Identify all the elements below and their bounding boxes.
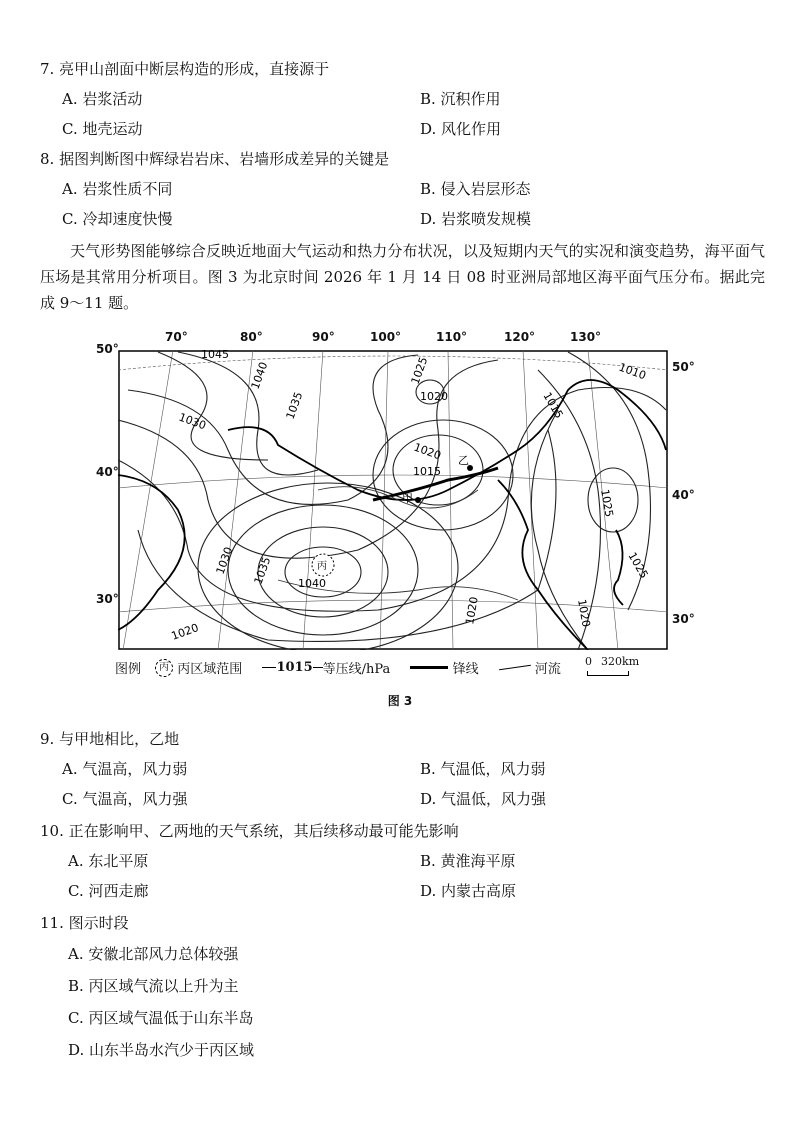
question-9-option-c[interactable]: C. 气温高，风力强 bbox=[62, 790, 188, 808]
point-yi-label: 乙 bbox=[458, 454, 469, 467]
lat-label-right: 50° bbox=[672, 360, 695, 374]
lon-label: 130° bbox=[570, 330, 602, 344]
question-7-option-c[interactable]: C. 地壳运动 bbox=[62, 120, 143, 138]
lon-label: 80° bbox=[240, 330, 263, 344]
lat-label-left: 30° bbox=[96, 592, 119, 606]
question-11-option-d[interactable]: D. 山东半岛水汽少于丙区域 bbox=[68, 1041, 255, 1059]
isobar-label: 1030 bbox=[213, 545, 236, 577]
lon-label: 90° bbox=[312, 330, 335, 344]
question-9-option-a[interactable]: A. 气温高，风力弱 bbox=[62, 760, 188, 778]
question-8-option-d[interactable]: D. 岩浆喷发规模 bbox=[420, 210, 532, 228]
figure-caption: 图 3 bbox=[387, 694, 413, 708]
lat-label-right: 40° bbox=[672, 488, 695, 502]
lat-label-right: 30° bbox=[672, 612, 695, 626]
lon-label: 120° bbox=[504, 330, 536, 344]
legend-river-line bbox=[499, 665, 531, 670]
point-jia-label: 甲 bbox=[402, 492, 413, 505]
question-8-option-b[interactable]: B. 侵入岩层形态 bbox=[420, 180, 531, 198]
legend-isobar-line bbox=[262, 667, 276, 668]
longitude-labels bbox=[0, 330, 800, 350]
point-jia-marker bbox=[415, 497, 421, 503]
scale-zero: 0 bbox=[585, 654, 593, 668]
passage-text: 天气形势图能够综合反映近地面大气运动和热力分布状况，以及短期内天气的实况和演变趋势，海平面气压场是其常用分析项目。图 3 为北京时间 2026 年 1 月 14 日 08 时亚洲局部地区海平面气压分布。据此完成 9～11 题。 bbox=[40, 242, 765, 312]
isobar-label: 1010 bbox=[616, 360, 648, 383]
isobar-label: 1030 bbox=[176, 410, 208, 433]
isobar-label: 1025 bbox=[625, 550, 651, 581]
legend-river-label: 河流 bbox=[534, 662, 561, 677]
lon-label: 70° bbox=[165, 330, 188, 344]
scale-max: 320km bbox=[601, 654, 640, 668]
isobar-label: 1040 bbox=[248, 360, 271, 392]
question-11-stem: 11. 图示时段 bbox=[40, 914, 129, 932]
isobar-label: 1015 bbox=[413, 465, 441, 478]
legend-isobar-label: 等压线/hPa bbox=[322, 662, 391, 677]
question-7-option-d[interactable]: D. 风化作用 bbox=[420, 120, 502, 138]
question-11-option-b[interactable]: B. 丙区域气流以上升为主 bbox=[68, 977, 239, 995]
isobar-label: 1020 bbox=[169, 621, 201, 643]
isobar-label: 1035 bbox=[251, 555, 274, 587]
legend-front-label: 锋线 bbox=[452, 662, 479, 677]
question-11-option-c[interactable]: C. 丙区域气温低于山东半岛 bbox=[68, 1009, 254, 1027]
question-9-option-b[interactable]: B. 气温低，风力弱 bbox=[420, 760, 546, 778]
question-10-option-d[interactable]: D. 内蒙古高原 bbox=[420, 882, 517, 900]
lon-label: 110° bbox=[436, 330, 468, 344]
question-10-option-b[interactable]: B. 黄淮海平原 bbox=[420, 852, 516, 870]
question-10-option-a[interactable]: A. 东北平原 bbox=[68, 852, 149, 870]
lat-label-left: 50° bbox=[96, 342, 119, 356]
isobar-label: 1015 bbox=[540, 390, 566, 421]
passage bbox=[40, 238, 765, 316]
legend-isobar-line-2 bbox=[313, 667, 323, 668]
isobar-label: 1020 bbox=[411, 440, 443, 463]
isobar-label: 1045 bbox=[201, 350, 229, 361]
isobar-label: 1035 bbox=[283, 390, 306, 422]
lat-label-left: 40° bbox=[96, 465, 119, 479]
isobar-label: 1025 bbox=[598, 488, 616, 519]
question-8-option-a[interactable]: A. 岩浆性质不同 bbox=[62, 180, 173, 198]
question-10-stem: 10. 正在影响甲、乙两地的天气系统，其后续移动最可能先影响 bbox=[40, 822, 459, 840]
legend-title: 图例 bbox=[115, 662, 142, 677]
question-9-stem: 9. 与甲地相比，乙地 bbox=[40, 730, 180, 748]
question-9-option-d[interactable]: D. 气温低，风力强 bbox=[420, 790, 547, 808]
question-7-option-a[interactable]: A. 岩浆活动 bbox=[62, 90, 143, 108]
question-8-option-c[interactable]: C. 冷却速度快慢 bbox=[62, 210, 173, 228]
question-7-option-b[interactable]: B. 沉积作用 bbox=[420, 90, 501, 108]
question-10-option-c[interactable]: C. 河西走廊 bbox=[68, 882, 149, 900]
question-8-stem: 8. 据图判断图中辉绿岩岩床、岩墙形成差异的关键是 bbox=[40, 150, 390, 168]
sea-level-pressure-map bbox=[118, 350, 668, 650]
isobar-label: 1020 bbox=[575, 598, 593, 629]
legend-isobar-value: 1015 bbox=[276, 660, 313, 675]
isobar-label: 1020 bbox=[463, 595, 481, 626]
isobar-label: 1020 bbox=[420, 390, 448, 403]
isobar-label: 1040 bbox=[298, 577, 326, 590]
legend-bing-circle: 丙 bbox=[155, 659, 173, 677]
legend-bing-label: 丙区域范围 bbox=[177, 662, 243, 677]
map-legend bbox=[115, 654, 645, 677]
lon-label: 100° bbox=[370, 330, 402, 344]
bing-region-label: 丙 bbox=[317, 561, 327, 572]
legend-front-line bbox=[410, 666, 448, 669]
question-11-option-a[interactable]: A. 安徽北部风力总体较强 bbox=[68, 945, 239, 963]
scale-bar bbox=[585, 654, 645, 677]
isobar-label: 1025 bbox=[408, 355, 431, 387]
scale-bar-line bbox=[587, 671, 629, 676]
question-7-stem: 7. 亮甲山剖面中断层构造的形成，直接源于 bbox=[40, 60, 330, 78]
